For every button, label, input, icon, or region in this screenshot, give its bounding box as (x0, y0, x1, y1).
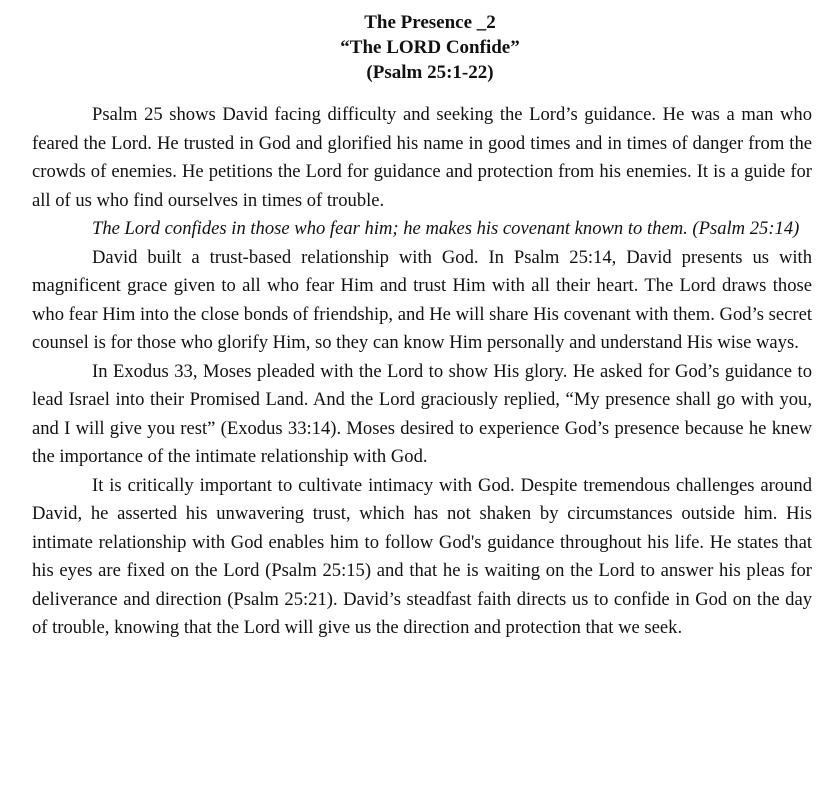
scripture-quote: The Lord confides in those who fear him; he makes his covenant known to them. (Psalm 25:14) (92, 218, 800, 239)
title-line-2: “The LORD Confide” (340, 37, 520, 58)
paragraph-intimacy: It is critically important to cultivate intimacy with God. Despite tremendous challenges around David, he asserted his unwavering trust, which has not shaken by circumstances outside him. His intimate relationship with God enables him to follow God's guidance throughout his life. He states that his eyes are fixed on the Lord (Psalm 25:15) and that he is waiting on the Lord to answer his pleas for deliverance and direction (Psalm 25:21). David’s steadfast faith directs us to confide in God on the day of trouble, knowing that the Lord will give us the direction and protection that we seek. (32, 474, 812, 638)
document-body (32, 101, 812, 643)
paragraph-trust: David built a trust-based relationship with God. In Psalm 25:14, David presents us with magnificent grace given to all who fear Him and trust Him with all their heart. The Lord draws those who fear Him into the close bonds of friendship, and He will share His covenant with them. God’s secret counsel is for those who glorify Him, so they can know Him personally and understand His wise ways. (32, 246, 812, 353)
document-header (32, 10, 812, 85)
paragraph-exodus: In Exodus 33, Moses pleaded with the Lord to show His glory. He asked for God’s guidance to lead Israel into their Promised Land. And the Lord graciously replied, “My presence shall go with you, and I will give you rest” (Exodus 33:14). Moses desired to experience God’s presence because he knew the importance of the intimate relationship with God. (32, 360, 812, 467)
title-line-3: (Psalm 25:1-22) (366, 62, 494, 83)
paragraph-intro: Psalm 25 shows David facing difficulty and seeking the Lord’s guidance. He was a man who feared the Lord. He trusted in God and glorified his name in good times and in times of danger from the crowds of enemies. He petitions the Lord for guidance and protection from his enemies. It is a guide for all of us who find ourselves in times of trouble. (32, 104, 812, 211)
title-line-1: The Presence _2 (364, 12, 496, 33)
